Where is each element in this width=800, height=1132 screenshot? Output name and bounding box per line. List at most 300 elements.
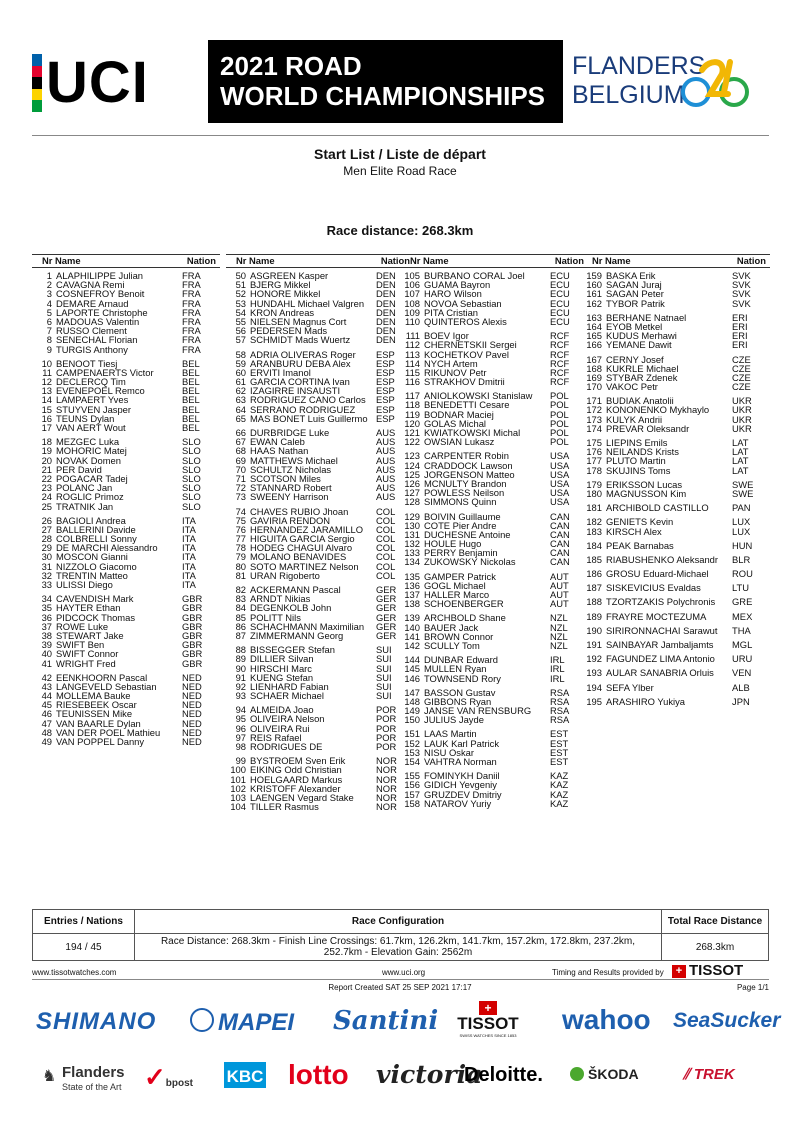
bib-number: 188 [586, 596, 602, 608]
bib-number: 171 [586, 395, 602, 407]
rider-row [400, 715, 588, 724]
rider-name: PER David [56, 463, 102, 475]
rider-name: BJERG Mikkel [250, 279, 311, 291]
rider-name: LIEPINS Emils [606, 437, 668, 448]
bib-number: 110 [405, 315, 420, 327]
bib-number: 2 [46, 279, 52, 291]
rider-nation: BEL [182, 357, 200, 369]
rider-name: MAGNUSSON Kim [606, 487, 687, 499]
rider-name: SEFA Ylber [606, 681, 654, 693]
rider-nation: CAN [550, 528, 570, 540]
header-divider [32, 135, 769, 136]
nation-group [400, 391, 588, 446]
bib-number: 160 [586, 279, 602, 291]
rider-nation: GBR [182, 620, 203, 632]
column-header [32, 254, 220, 268]
rider-name: EYOB Metkel [606, 320, 663, 332]
rider-row [582, 489, 770, 498]
rider-row [400, 599, 588, 608]
bib-number: 150 [404, 714, 420, 726]
config-line-1: Race Distance: 268.3km - Finish Line Crossings: 61.7km, 126.2km, 141.7km, 157.2km, 172.8km, 237.2km, [160, 936, 636, 947]
rider-nation: ESP [376, 385, 395, 397]
rider-nation: NOR [376, 801, 397, 813]
bib-number: 179 [586, 478, 602, 490]
bib-number: 144 [404, 654, 420, 666]
rider-name: PITA Cristian [424, 306, 479, 318]
bib-number: 181 [586, 502, 602, 514]
rider-nation: COL [376, 542, 396, 554]
rider-nation: NED [182, 699, 202, 711]
rider-name: SERRANO RODRIGUEZ [250, 403, 356, 415]
bib-number: 68 [235, 445, 246, 457]
rider-nation: POR [376, 741, 397, 752]
rider-nation: RCF [550, 330, 570, 342]
rider-name: PLUTO Martin [606, 455, 666, 467]
bib-number: 97 [235, 731, 246, 743]
rider-nation: POL [550, 417, 569, 429]
rider-name: CHAVES RUBIO Jhoan [250, 505, 349, 517]
rider-nation: SLO [182, 454, 201, 466]
rider-nation: GER [376, 629, 397, 641]
rider-row [582, 503, 770, 512]
rider-name: VAN DER POEL Mathieu [56, 726, 161, 738]
bib-number: 34 [41, 593, 52, 605]
bib-number: 94 [235, 704, 246, 716]
bib-number: 123 [404, 450, 420, 462]
rider-nation: COL [376, 533, 396, 545]
bib-number: 87 [235, 629, 246, 641]
rider-nation: SLO [182, 472, 201, 484]
rider-nation: ITA [182, 523, 196, 535]
rider-nation: ECU [550, 288, 570, 300]
rider-name: KRISTOFF Alexander [250, 782, 341, 794]
rider-row [32, 659, 220, 668]
rider-nation: POL [550, 390, 569, 402]
rider-nation: POL [550, 427, 569, 438]
document-heading [0, 146, 800, 178]
rider-nation: COL [376, 523, 396, 535]
rider-nation: BEL [182, 366, 200, 378]
rider-nation: JPN [732, 695, 750, 707]
bib-number: 58 [235, 348, 246, 360]
rider-name: ERVITI Imanol [250, 366, 311, 378]
rider-nation: ESP [376, 403, 395, 415]
rider-name: BYSTROEM Sven Erik [250, 755, 346, 767]
rider-nation: ROU [732, 568, 753, 580]
bib-number: 116 [405, 376, 420, 388]
nation-group [400, 771, 588, 808]
bib-number: 50 [235, 270, 246, 281]
rider-nation: GER [376, 602, 397, 614]
bib-number: 169 [586, 371, 602, 383]
rider-name: ROGLIC Primoz [56, 491, 124, 503]
rider-name: SAGAN Peter [606, 288, 664, 300]
bib-number: 163 [586, 311, 602, 323]
bib-number: 185 [586, 553, 602, 565]
rider-nation: BEL [182, 394, 200, 406]
bib-number: 151 [404, 728, 420, 740]
rider-row [400, 437, 588, 446]
rider-name: MATTHEWS Michael [250, 454, 338, 466]
bib-number: 107 [404, 288, 420, 300]
nation-group [400, 655, 588, 683]
rider-nation: ITA [182, 569, 196, 581]
rider-nation: AUS [376, 491, 396, 503]
rider-nation: ESP [376, 366, 395, 378]
bib-number: 96 [235, 722, 246, 734]
rider-nation: UKR [732, 395, 752, 407]
bib-number: 164 [586, 320, 602, 332]
rider-nation: AUT [550, 579, 569, 591]
rider-nation: AUS [376, 463, 396, 475]
rider-name: GUAMA Bayron [424, 279, 491, 291]
nation-group [400, 572, 588, 609]
rider-name: RODRIGUES DE [250, 741, 323, 752]
rider-row [400, 799, 588, 808]
bib-number: 190 [586, 624, 602, 636]
nation-group [582, 271, 770, 308]
rider-nation: ESP [376, 348, 395, 360]
uci-logo: UCI [46, 50, 149, 115]
bib-number: 182 [586, 516, 602, 528]
rider-row [582, 541, 770, 550]
bib-number: 129 [404, 510, 420, 522]
rider-nation: KAZ [550, 779, 569, 791]
bib-number: 76 [235, 523, 246, 535]
column-header [226, 254, 414, 268]
rider-nation: DEN [376, 325, 396, 337]
bib-number: 20 [41, 454, 52, 466]
rider-nation: SLO [182, 500, 201, 512]
rider-name: CHERNETSKII Sergei [424, 339, 517, 351]
rider-nation: USA [550, 468, 570, 480]
rider-nation: AUS [376, 472, 396, 484]
nation-group [582, 597, 770, 606]
rider-name: SAGAN Juraj [606, 279, 662, 291]
bib-number: 195 [586, 695, 602, 707]
rider-name: STUYVEN Jasper [56, 403, 132, 415]
sponsor-tissot: + TISSOT SWISS WATCHES SINCE 1853 [457, 1001, 519, 1038]
bib-number: 3 [46, 288, 52, 300]
rider-nation: USA [550, 496, 570, 508]
rider-name: GOGL Michael [424, 579, 486, 591]
nation-group [400, 729, 588, 766]
rider-nation: CZE [732, 371, 751, 383]
column-header [400, 254, 588, 268]
rider-nation: SUI [376, 653, 392, 665]
rider-name: DURBRIDGE Luke [250, 427, 330, 438]
rider-nation: USA [550, 459, 570, 471]
nation-group [582, 697, 770, 706]
rider-row [582, 382, 770, 391]
rider-nation: ERI [732, 330, 748, 342]
rider-name: SCHACHMANN Maximilian [250, 620, 365, 632]
bib-number: 40 [41, 648, 52, 660]
rider-nation: POR [376, 731, 397, 743]
bib-number: 172 [586, 404, 602, 416]
rider-row [582, 569, 770, 578]
bib-number: 91 [235, 671, 246, 683]
nation-group [226, 585, 414, 640]
rider-nation: SLO [182, 482, 201, 494]
bib-number: 117 [405, 390, 420, 402]
rider-nation: DEN [376, 306, 396, 318]
rider-nation: FRA [182, 297, 201, 309]
rider-row [226, 802, 414, 811]
nation-group [226, 428, 414, 502]
rider-nation: NED [182, 717, 202, 729]
rider-name: PEAK Barnabas [606, 539, 674, 551]
rider-nation: NOR [376, 764, 397, 776]
rider-name: VAN POPPEL Danny [56, 736, 145, 747]
rider-name: EVENEPOEL Remco [56, 385, 145, 397]
rider-nation: CAN [550, 538, 570, 550]
rider-name: NOVAK Domen [56, 454, 121, 466]
bib-number: 35 [41, 602, 52, 614]
rider-name: ARASHIRO Yukiya [606, 695, 686, 707]
bib-number: 38 [41, 629, 52, 641]
rider-name: BUDIAK Anatolii [606, 395, 674, 407]
bib-number: 13 [41, 385, 52, 397]
rider-name: CRADDOCK Lawson [424, 459, 513, 471]
bib-number: 32 [41, 569, 52, 581]
flanders-21-emblem-icon [680, 52, 752, 110]
rider-name: DUCHESNE Antoine [424, 528, 511, 540]
rider-nation: RCF [550, 376, 570, 388]
rider-name: ANIOLKOWSKI Stanislaw [424, 390, 533, 402]
bib-number: 74 [235, 505, 246, 517]
rider-name: SCHMIDT Mads Wuertz [250, 334, 351, 346]
rider-nation: LUX [732, 525, 751, 537]
rider-nation: RCF [550, 366, 570, 378]
trek-stripes-icon: ⫽ [683, 1066, 694, 1083]
uci-rainbow-stripes [32, 54, 42, 112]
bib-number: 136 [404, 579, 420, 591]
rider-nation: EST [550, 737, 569, 749]
rider-name: ZUKOWSKY Nickolas [424, 556, 516, 568]
config-line-2: 252.7km - Elevation Gain: 2562m [323, 947, 473, 958]
nation-group [582, 438, 770, 475]
bib-number: 95 [235, 713, 246, 725]
nation-group [400, 688, 588, 725]
rider-nation: FRA [182, 288, 201, 300]
rider-row [582, 640, 770, 649]
rider-nation: USA [550, 487, 570, 499]
title-line-1: 2021 ROAD [220, 51, 362, 81]
rider-name: PEDERSEN Mads [250, 325, 328, 337]
rider-nation: AUT [550, 598, 569, 610]
rider-nation: VEN [732, 667, 752, 679]
bib-number: 27 [41, 523, 52, 535]
rider-name: LAUK Karl Patrick [424, 737, 500, 749]
total-value: 268.3km [662, 934, 769, 961]
rider-name: ARCHBOLD Shane [424, 612, 506, 624]
rider-name: SCOTSON Miles [250, 472, 321, 484]
rider-nation: EST [550, 728, 569, 740]
bib-number: 158 [404, 797, 420, 809]
rider-name: ARNDT Nikias [250, 593, 311, 605]
bib-number: 88 [235, 644, 246, 656]
bib-number: 174 [586, 422, 602, 434]
rider-name: EWAN Caleb [250, 436, 305, 448]
rider-row [32, 345, 220, 354]
rider-name: ARANBURU DEBA Alex [250, 357, 351, 369]
rider-nation: BEL [182, 376, 200, 388]
rider-nation: NED [182, 726, 202, 738]
rider-nation: IRL [550, 654, 565, 666]
rider-nation: COL [376, 505, 396, 517]
rider-nation: BEL [182, 422, 200, 433]
nation-group [400, 613, 588, 650]
rider-nation: COL [376, 569, 396, 581]
bib-number: 90 [235, 662, 246, 674]
rider-name: MOLANO BENAVIDES [250, 551, 347, 563]
bib-number: 16 [41, 412, 52, 424]
rider-nation: GBR [182, 629, 203, 641]
footer-divider [32, 979, 769, 980]
rider-nation: SVK [732, 270, 751, 281]
rider-row [400, 757, 588, 766]
bib-number: 153 [404, 746, 420, 758]
mapei-circle-icon [190, 1008, 214, 1032]
rider-nation: CAN [550, 519, 570, 531]
sponsor-flanders: ♞ Flanders State of the Art [42, 1064, 125, 1092]
bib-number: 99 [235, 755, 246, 767]
bib-number: 148 [404, 695, 420, 707]
bib-number: 10 [41, 357, 52, 369]
bib-number: 81 [235, 569, 246, 581]
rider-nation: ITA [182, 514, 196, 526]
bib-number: 113 [405, 348, 420, 360]
bib-number: 176 [586, 446, 602, 458]
bib-number: 154 [404, 756, 420, 767]
bib-number: 189 [586, 610, 602, 622]
rider-name: TILLER Rasmus [250, 801, 319, 813]
rider-row [400, 317, 588, 326]
bib-number: 78 [235, 542, 246, 554]
rider-row [226, 492, 414, 501]
rider-nation: AUS [376, 454, 396, 466]
rider-nation: ECU [550, 306, 570, 318]
uci-url-link[interactable]: www.uci.org [382, 968, 426, 977]
nation-group [582, 583, 770, 592]
rider-name: TOWNSEND Rory [424, 672, 501, 684]
rider-name: BODNAR Maciej [424, 408, 494, 420]
rider-row [582, 583, 770, 592]
bib-number: 57 [235, 334, 246, 346]
rider-row [582, 654, 770, 663]
rider-nation: NOR [376, 755, 397, 767]
nation-header: Nation [380, 255, 410, 266]
rider-name: PIDCOCK Thomas [56, 611, 136, 623]
rider-nation: SWE [732, 478, 754, 490]
rider-nation: FRA [182, 334, 201, 346]
rider-name: SKUJINS Toms [606, 464, 671, 476]
bib-number: 98 [235, 741, 246, 752]
bib-number: 159 [586, 270, 602, 281]
tissot-url-link[interactable]: www.tissotwatches.com [32, 968, 117, 977]
rider-name: DUNBAR Edward [424, 654, 498, 666]
nation-group [582, 503, 770, 512]
rider-name: RIKUNOV Petr [424, 366, 487, 378]
rider-name: MULLEN Ryan [424, 663, 487, 675]
bib-number: 177 [586, 455, 602, 467]
host-line-2: BELGIUM [572, 81, 685, 109]
rider-name: SOTO MARTINEZ Nelson [250, 560, 359, 572]
bib-number: 8 [46, 334, 52, 346]
rider-name: DE MARCHI Alessandro [56, 542, 158, 554]
rider-nation: KAZ [550, 797, 569, 809]
nation-group [226, 705, 414, 751]
nation-group [32, 271, 220, 354]
rider-nation: CAN [550, 547, 570, 559]
rider-name: ZIMMERMANN Georg [250, 629, 344, 641]
rider-name: GROSU Eduard-Michael [606, 568, 709, 580]
bib-number: 59 [235, 357, 246, 369]
nation-group [32, 516, 220, 590]
rider-nation: CZE [732, 381, 751, 393]
nation-group [582, 396, 770, 433]
bib-number: 120 [404, 417, 420, 429]
tissot-cross-icon: + [672, 965, 686, 978]
skoda-arrow-icon [570, 1067, 584, 1081]
rider-nation: CZE [732, 362, 751, 374]
bib-number: 132 [404, 538, 420, 550]
rider-name: SCHOENBERGER [424, 598, 504, 610]
bib-number: 142 [404, 639, 420, 651]
rider-name: KIRSCH Alex [606, 525, 662, 537]
rider-name: DILLIER Silvan [250, 653, 314, 665]
nation-header: Nation [186, 255, 216, 266]
nation-header: Nation [554, 255, 584, 266]
rider-row [582, 466, 770, 475]
bib-number: 29 [41, 542, 52, 554]
rider-name: MOLLEMA Bauke [56, 690, 131, 702]
bib-number: 155 [404, 770, 420, 782]
rider-nation: GBR [182, 648, 203, 660]
sponsor-wahoo: wahoo [562, 1004, 651, 1035]
bib-number: 168 [586, 362, 602, 374]
rider-nation: LAT [732, 464, 749, 476]
rider-row [226, 335, 414, 344]
rider-row [582, 668, 770, 677]
rider-nation: GBR [182, 639, 203, 651]
bib-number: 52 [235, 288, 246, 300]
bib-number: 56 [235, 325, 246, 337]
rider-nation: EST [550, 756, 569, 767]
nation-group [400, 512, 588, 567]
nr-name-header: Nr Name [236, 255, 275, 266]
rider-name: QUINTEROS Alexis [424, 315, 507, 327]
rider-row [582, 683, 770, 692]
rider-row [226, 631, 414, 640]
bib-number: 31 [41, 560, 52, 572]
rider-name: TEUNISSEN Mike [56, 708, 133, 720]
bib-number: 6 [46, 315, 52, 327]
rider-name: BALLERINI Davide [56, 523, 136, 535]
rider-name: GRUZDEV Dmitriy [424, 788, 502, 800]
bib-number: 18 [41, 436, 52, 448]
nr-name-header: Nr Name [42, 255, 81, 266]
rider-row [400, 641, 588, 650]
rider-row [582, 424, 770, 433]
rider-nation: AUS [376, 436, 396, 448]
rider-name: NOVOA Sebastian [424, 297, 502, 309]
bib-number: 191 [586, 639, 602, 650]
bib-number: 42 [41, 671, 52, 683]
nation-group [32, 359, 220, 433]
bib-number: 1 [46, 270, 52, 281]
